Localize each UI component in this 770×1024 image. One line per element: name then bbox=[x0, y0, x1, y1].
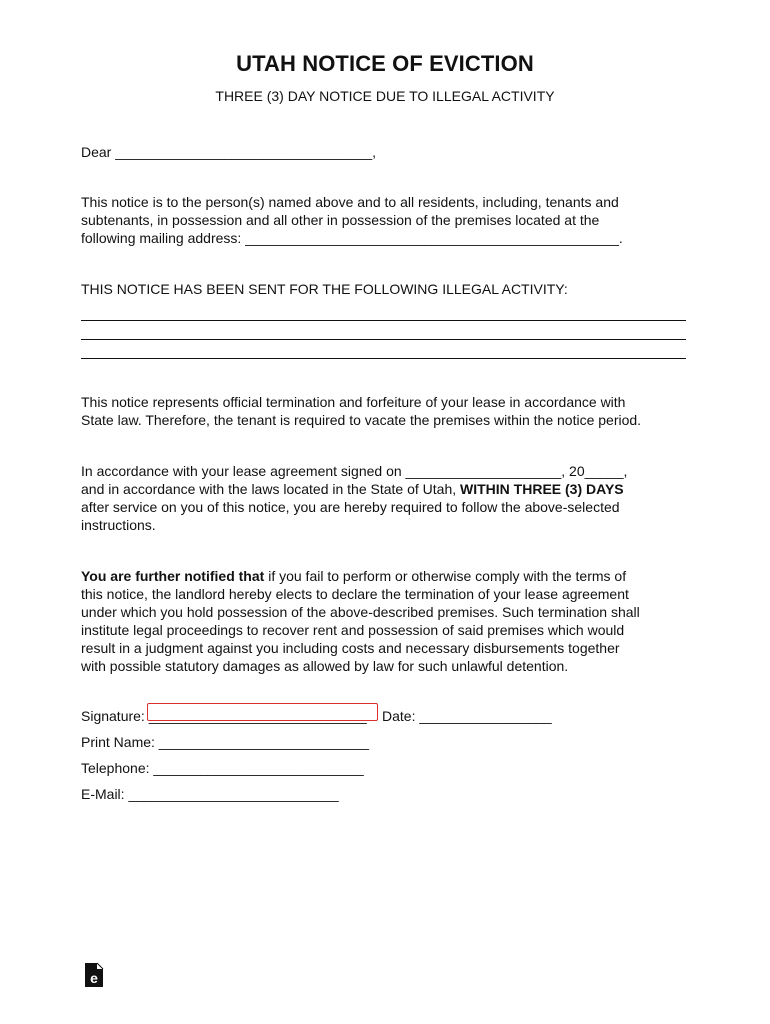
further-line bbox=[81, 567, 691, 585]
lease-line[interactable]: In accordance with your lease agreement signed on ____________________, 20_____, bbox=[81, 463, 628, 479]
lease-line: after service on you of this notice, you are hereby required to follow the above-selected bbox=[81, 499, 620, 515]
further-line-text: if you fail to perform or otherwise comply with the terms of bbox=[264, 568, 627, 584]
lease-line: instructions. bbox=[81, 517, 156, 533]
signature-field[interactable]: Signature: ____________________________ bbox=[81, 708, 367, 724]
further-line: this notice, the landlord hereby elects to declare the termination of your lease agreement bbox=[81, 586, 629, 602]
further-notified-emphasis: You are further notified that bbox=[81, 568, 265, 584]
further-line: institute legal proceedings to recover rent and possession of said premises which would bbox=[81, 622, 625, 638]
email-field[interactable]: E-Mail: ___________________________ bbox=[81, 786, 339, 802]
print-name-field[interactable]: Print Name: ___________________________ bbox=[81, 734, 370, 750]
activity-blank-line-1[interactable] bbox=[81, 320, 686, 321]
termination-line: State law. Therefore, the tenant is required to vacate the premises within the notice period. bbox=[81, 412, 642, 428]
date-field[interactable]: Date: _________________ bbox=[382, 708, 552, 724]
activity-blank-line-3[interactable] bbox=[81, 358, 686, 359]
document-subtitle: THREE (3) DAY NOTICE DUE TO ILLEGAL ACTIVITY bbox=[215, 88, 555, 104]
document-title: UTAH NOTICE OF EVICTION bbox=[236, 51, 534, 76]
intro-line[interactable]: following mailing address: ________________________________________________. bbox=[81, 230, 623, 246]
greeting-line[interactable]: Dear _________________________________, bbox=[81, 144, 377, 160]
intro-line: This notice is to the person(s) named above and to all residents, including, tenants and bbox=[81, 194, 619, 210]
intro-paragraph bbox=[81, 193, 691, 247]
lease-line bbox=[81, 480, 691, 498]
eforms-logo-icon bbox=[84, 962, 104, 988]
activity-blank-line-2[interactable] bbox=[81, 339, 686, 340]
activity-heading: THIS NOTICE HAS BEEN SENT FOR THE FOLLOWING ILLEGAL ACTIVITY: bbox=[81, 281, 568, 297]
lease-paragraph bbox=[81, 462, 691, 534]
telephone-field[interactable]: Telephone: ___________________________ bbox=[81, 760, 364, 776]
svg-text:e: e bbox=[90, 970, 98, 986]
further-line: result in a judgment against you including costs and necessary disbursements together bbox=[81, 640, 620, 656]
further-line: with possible statutory damages as allowed by law for such unlawful detention. bbox=[81, 658, 569, 674]
lease-line-text: and in accordance with the laws located in the State of Utah, bbox=[81, 481, 461, 497]
further-line: under which you hold possession of the above-described premises. Such termination shall bbox=[81, 604, 640, 620]
three-days-emphasis: WITHIN THREE (3) DAYS bbox=[460, 481, 624, 497]
further-notice-paragraph bbox=[81, 567, 691, 675]
signature-highlight-box[interactable] bbox=[147, 703, 378, 721]
termination-paragraph bbox=[81, 393, 691, 429]
termination-line: This notice represents official termination and forfeiture of your lease in accordance with bbox=[81, 394, 626, 410]
intro-line: subtenants, in possession and all other in possession of the premises located at the bbox=[81, 212, 600, 228]
